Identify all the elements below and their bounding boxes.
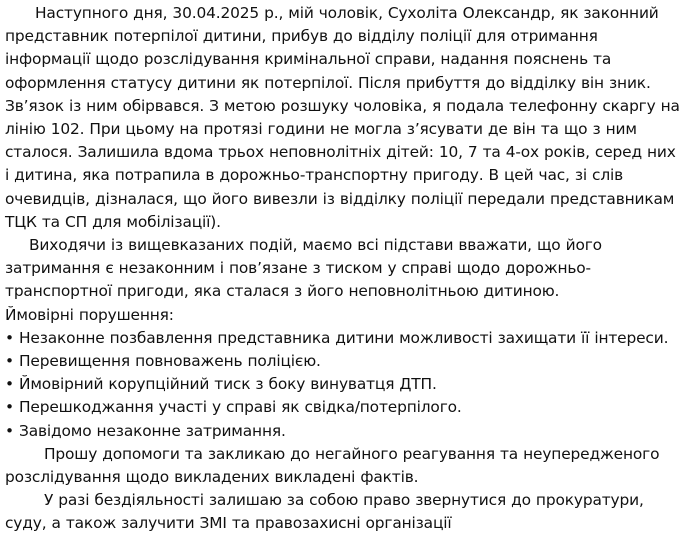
bullet-icon: •	[5, 398, 14, 417]
list-item	[5, 420, 684, 443]
list-item	[5, 327, 684, 350]
violation-text: Ймовірний корупційний тиск з боку винуватця ДТП.	[18, 375, 437, 394]
bullet-icon: •	[5, 375, 14, 394]
violation-text: Незаконне позбавлення представника дитини можливості захищати її інтереси.	[18, 328, 669, 347]
paragraph-conclusion: Виходячи із вищевказаних подій, маємо всі підстави вважати, що його затримання є незаконним і пов’язане з тиском у справі щодо дорожньо-транспортної пригоди, яка сталася з його неповнолітньою дитиною.	[5, 236, 602, 301]
bullet-icon: •	[5, 421, 14, 440]
paragraph-warning: У разі бездіяльності залишаю за собою право звернутися до прокуратури, суду, а також залучити ЗМІ та правозахисні організації	[5, 491, 644, 533]
paragraph-incident: Наступного дня, 30.04.2025 р., мій чоловік, Сухоліта Олександр, як законний представник потерпілої дитини, прибув до відділу поліції для отримання інформації щодо розслідування кримінальної справи, надання пояснень та оформлення статусу дитини як потерпілої. Після прибуття до відділку він зник. Зв’язок із ним обірвався. З метою розшуку чоловіка, я подала телефонну скаргу на лінію 102. При цьому на протязі години не могла з’ясувати де він та що з ним сталося. Залишила вдома трьох неповнолітніх дітей: 10, 7 та 4-ох років, серед них і дитина, яка потрапила в дорожньо-транспортну пригоду. В цей час, зі слів очевидців, дізналася, що його вивезли із відділку поліції передали представникам ТЦК та СП для мобілізації).	[5, 4, 680, 231]
violations-list	[5, 327, 684, 443]
violation-text: Завідомо незаконне затримання.	[18, 421, 286, 440]
violation-text: Перешкоджання участі у справі як свідка/потерпілого.	[18, 398, 462, 417]
bullet-icon: •	[5, 352, 14, 371]
list-item	[5, 396, 684, 419]
paragraph-request: Прошу допомоги та закликаю до негайного реагування та неупередженого розслідування щодо викладених викладені фактів.	[5, 444, 660, 487]
bullet-icon: •	[5, 328, 14, 347]
violations-heading: Ймовірні порушення:	[5, 305, 174, 324]
violation-text: Перевищення повноважень поліцією.	[18, 352, 321, 371]
list-item	[5, 373, 684, 396]
list-item	[5, 350, 684, 373]
